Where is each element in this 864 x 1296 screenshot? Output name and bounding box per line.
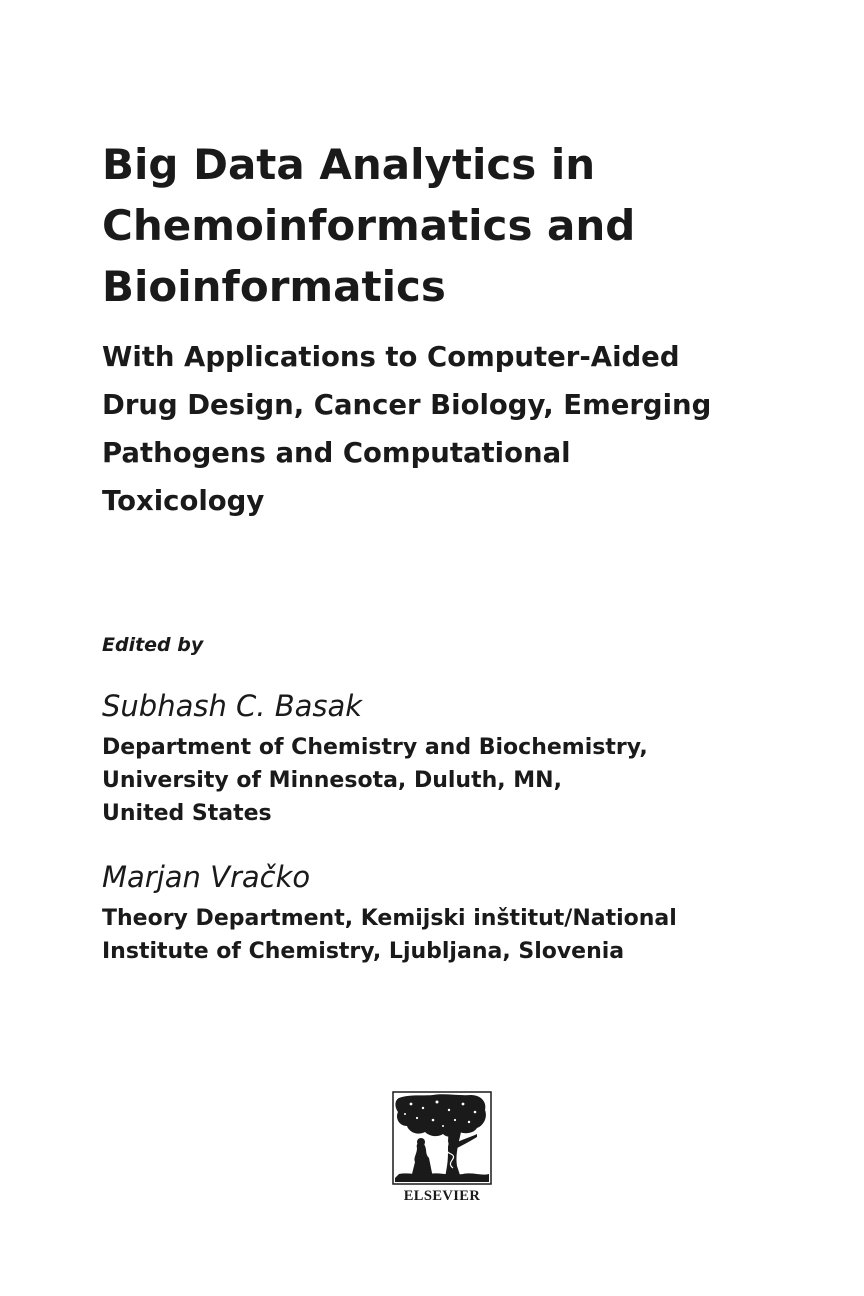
book-title-line: Bioinformatics — [102, 262, 446, 311]
publisher-logo-text: ELSEVIER — [403, 1188, 481, 1204]
book-title — [102, 134, 822, 317]
elsevier-tree-icon — [389, 1090, 495, 1186]
book-subtitle-line: With Applications to Computer-Aided — [102, 341, 680, 373]
editor-name: Marjan Vračko — [102, 860, 311, 894]
editor-name: Subhash C. Basak — [102, 689, 363, 723]
affiliation-line: University of Minnesota, Duluth, MN, — [102, 768, 562, 793]
affiliation-line: Department of Chemistry and Biochemistry, — [102, 735, 648, 760]
book-title-line: Chemoinformatics and — [102, 201, 636, 250]
editor-affiliation — [102, 902, 677, 968]
book-subtitle — [102, 333, 822, 525]
affiliation-line: Theory Department, Kemijski inštitut/National — [102, 906, 677, 931]
book-subtitle-line: Drug Design, Cancer Biology, Emerging — [102, 389, 712, 421]
edited-by-label: Edited by — [102, 634, 204, 656]
affiliation-line: United States — [102, 801, 272, 826]
editor-affiliation — [102, 731, 648, 830]
book-subtitle-line: Toxicology — [102, 485, 265, 517]
book-subtitle-line: Pathogens and Computational — [102, 437, 571, 469]
elsevier-logo — [389, 1090, 495, 1212]
book-title-line: Big Data Analytics in — [102, 140, 596, 189]
affiliation-line: Institute of Chemistry, Ljubljana, Slovenia — [102, 939, 625, 964]
